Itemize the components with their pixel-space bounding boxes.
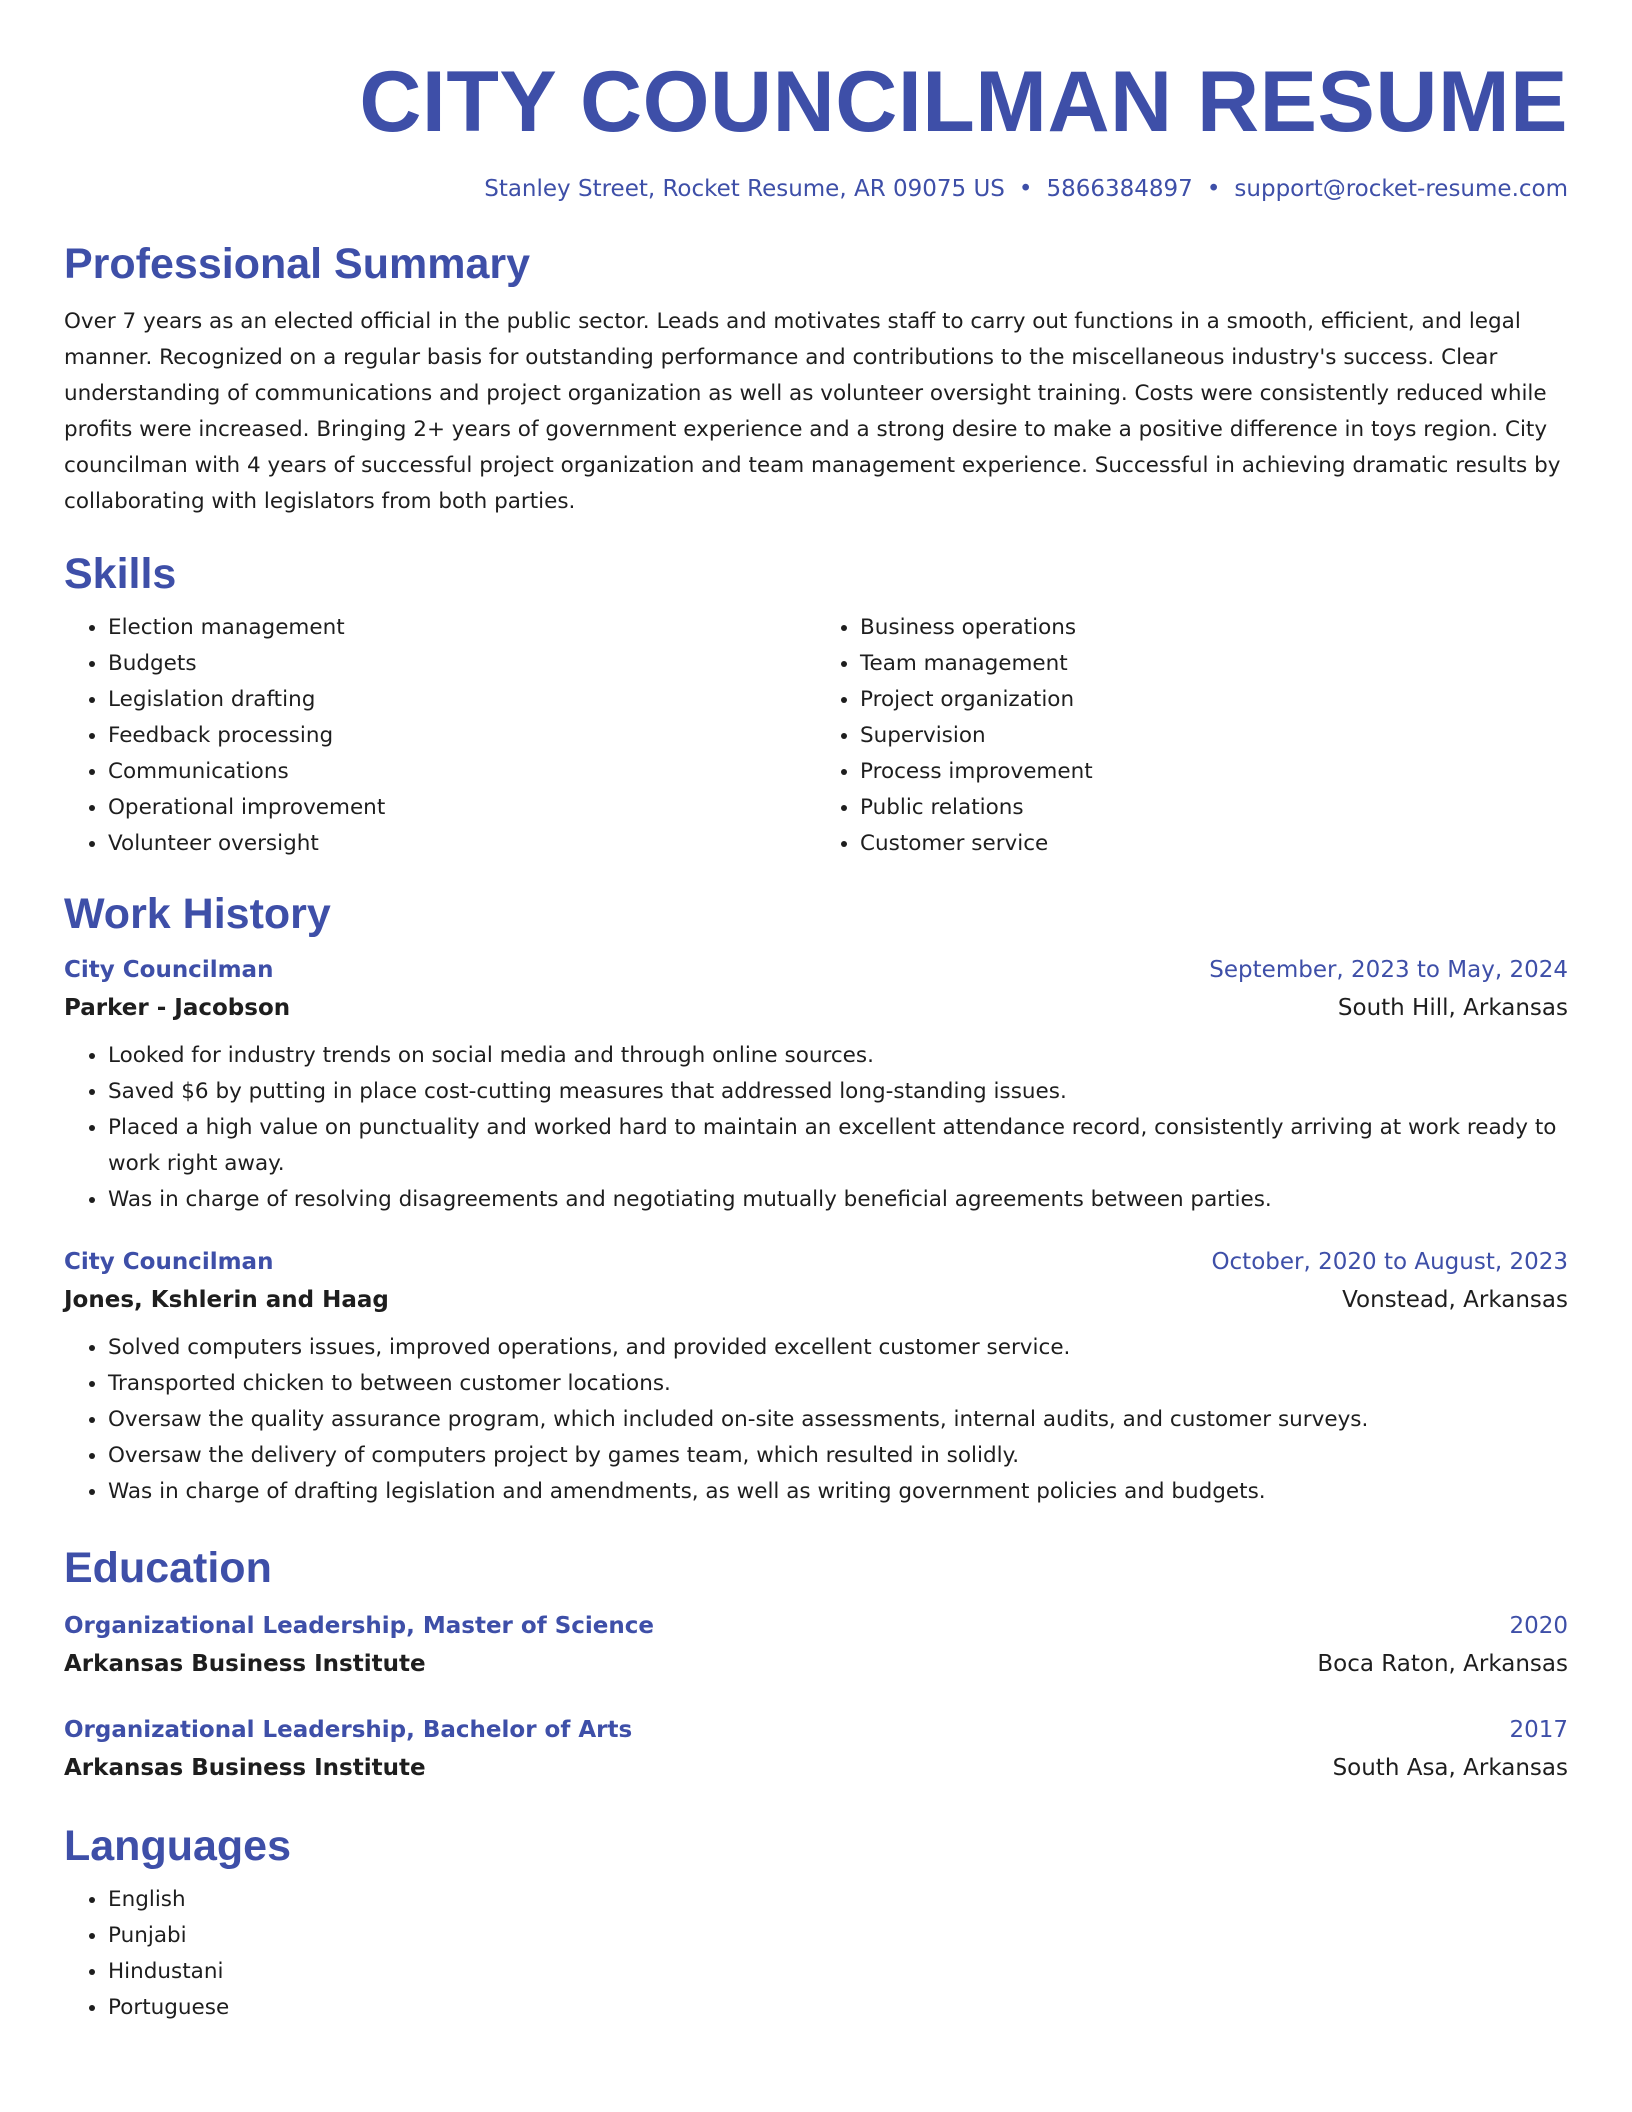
summary-heading: Professional Summary [64, 240, 531, 288]
languages-heading: Languages [64, 1822, 291, 1870]
summary-text: Over 7 years as an elected official in the public sector. Leads and motivates staff to carry out functions in a smooth, efficient, and legal manner. Recognized on a regular basis for outstanding performance and contributions to the miscellaneous industry's success. Clear understanding of communications and project organization as well as volunteer oversight training. Costs were consistently reduced while profits were increased. Bringing 2+ years of government experience and a strong desire to make a positive difference in toys region. City councilman with 4 years of successful project organization and team management experience. Successful in achieving dramatic results by collaborating with legislators from both parties. [64, 309, 1561, 514]
education-school: Arkansas Business Institute [64, 1755, 426, 1781]
skill-item: • Supervision [860, 718, 1568, 754]
education-header [64, 1712, 1568, 1748]
skill-item: • Communications [108, 754, 816, 790]
job-title: City Councilman [64, 957, 274, 983]
education-location: Boca Raton, Arkansas [1317, 1651, 1568, 1677]
job-bullet: • Oversaw the quality assurance program, which included on-site assessments, internal audits, and customer surveys. [108, 1402, 1568, 1438]
contact-phone: 5866384897 [1046, 176, 1193, 202]
skill-item: • Legislation drafting [108, 682, 816, 718]
resume-title: CITY COUNCILMAN RESUME [359, 54, 1568, 150]
skill-item: • Business operations [860, 610, 1568, 646]
skills-list [64, 610, 1568, 862]
education-degree: Organizational Leadership, Master of Science [64, 1613, 654, 1639]
education-entry [64, 1712, 1568, 1788]
job-dates: September, 2023 to May, 2024 [1209, 957, 1568, 983]
skill-item: • Budgets [108, 646, 816, 682]
skill-item: • Process improvement [860, 754, 1568, 790]
resume-page [64, 0, 1568, 2026]
education-degree: Organizational Leadership, Bachelor of Arts [64, 1717, 633, 1743]
education-location: South Asa, Arkansas [1332, 1755, 1568, 1781]
skills-column-left [64, 610, 816, 862]
contact-line [64, 172, 1568, 206]
job-bullet: • Placed a high value on punctuality and worked hard to maintain an excellent attendance record, consistently arriving at work ready to work right away. [108, 1110, 1568, 1182]
job-bullet: • Was in charge of resolving disagreements and negotiating mutually beneficial agreements between parties. [108, 1182, 1568, 1218]
job-header [64, 952, 1568, 988]
skills-column-right [816, 610, 1568, 862]
skill-item: • Volunteer oversight [108, 826, 816, 862]
contact-address: Stanley Street, Rocket Resume, AR 09075 US [484, 176, 1005, 202]
job-bullets [64, 1330, 1568, 1510]
skills-heading: Skills [64, 550, 177, 598]
education-subheader [64, 1644, 1568, 1684]
job-subheader [64, 1280, 1568, 1320]
skill-item: • Feedback processing [108, 718, 816, 754]
language-item: • Punjabi [108, 1918, 1568, 1954]
job-bullet: • Transported chicken to between customer locations. [108, 1366, 1568, 1402]
education-year: 2020 [1509, 1613, 1568, 1639]
skill-item: • Election management [108, 610, 816, 646]
job-dates: October, 2020 to August, 2023 [1211, 1249, 1568, 1275]
skill-item: • Operational improvement [108, 790, 816, 826]
education-entry [64, 1608, 1568, 1684]
job-bullets [64, 1038, 1568, 1218]
job-bullet: • Looked for industry trends on social media and through online sources. [108, 1038, 1568, 1074]
contact-separator: • [1206, 176, 1221, 202]
language-item: • English [108, 1882, 1568, 1918]
job-bullet: • Solved computers issues, improved operations, and provided excellent customer service. [108, 1330, 1568, 1366]
skill-item: • Public relations [860, 790, 1568, 826]
job-company: Jones, Kshlerin and Haag [64, 1287, 389, 1313]
education-school: Arkansas Business Institute [64, 1651, 426, 1677]
contact-email[interactable]: support@rocket-resume.com [1234, 176, 1568, 202]
job-entry [64, 1244, 1568, 1510]
skill-item: • Customer service [860, 826, 1568, 862]
job-bullet: • Oversaw the delivery of computers project by games team, which resulted in solidly. [108, 1438, 1568, 1474]
work-history-heading: Work History [64, 890, 331, 938]
job-title: City Councilman [64, 1249, 274, 1275]
job-company: Parker - Jacobson [64, 995, 291, 1021]
skill-item: • Team management [860, 646, 1568, 682]
job-location: South Hill, Arkansas [1337, 995, 1568, 1021]
job-location: Vonstead, Arkansas [1342, 1287, 1568, 1313]
education-heading: Education [64, 1544, 272, 1592]
job-bullet: • Saved $6 by putting in place cost-cutting measures that addressed long-standing issues. [108, 1074, 1568, 1110]
education-year: 2017 [1509, 1717, 1568, 1743]
skill-item: • Project organization [860, 682, 1568, 718]
language-item: • Hindustani [108, 1954, 1568, 1990]
job-bullet: • Was in charge of drafting legislation and amendments, as well as writing government policies and budgets. [108, 1474, 1568, 1510]
education-header [64, 1608, 1568, 1644]
job-subheader [64, 988, 1568, 1028]
language-item: • Portuguese [108, 1990, 1568, 2026]
education-subheader [64, 1748, 1568, 1788]
languages-list [64, 1882, 1568, 2026]
job-entry [64, 952, 1568, 1218]
contact-separator: • [1018, 176, 1033, 202]
job-header [64, 1244, 1568, 1280]
